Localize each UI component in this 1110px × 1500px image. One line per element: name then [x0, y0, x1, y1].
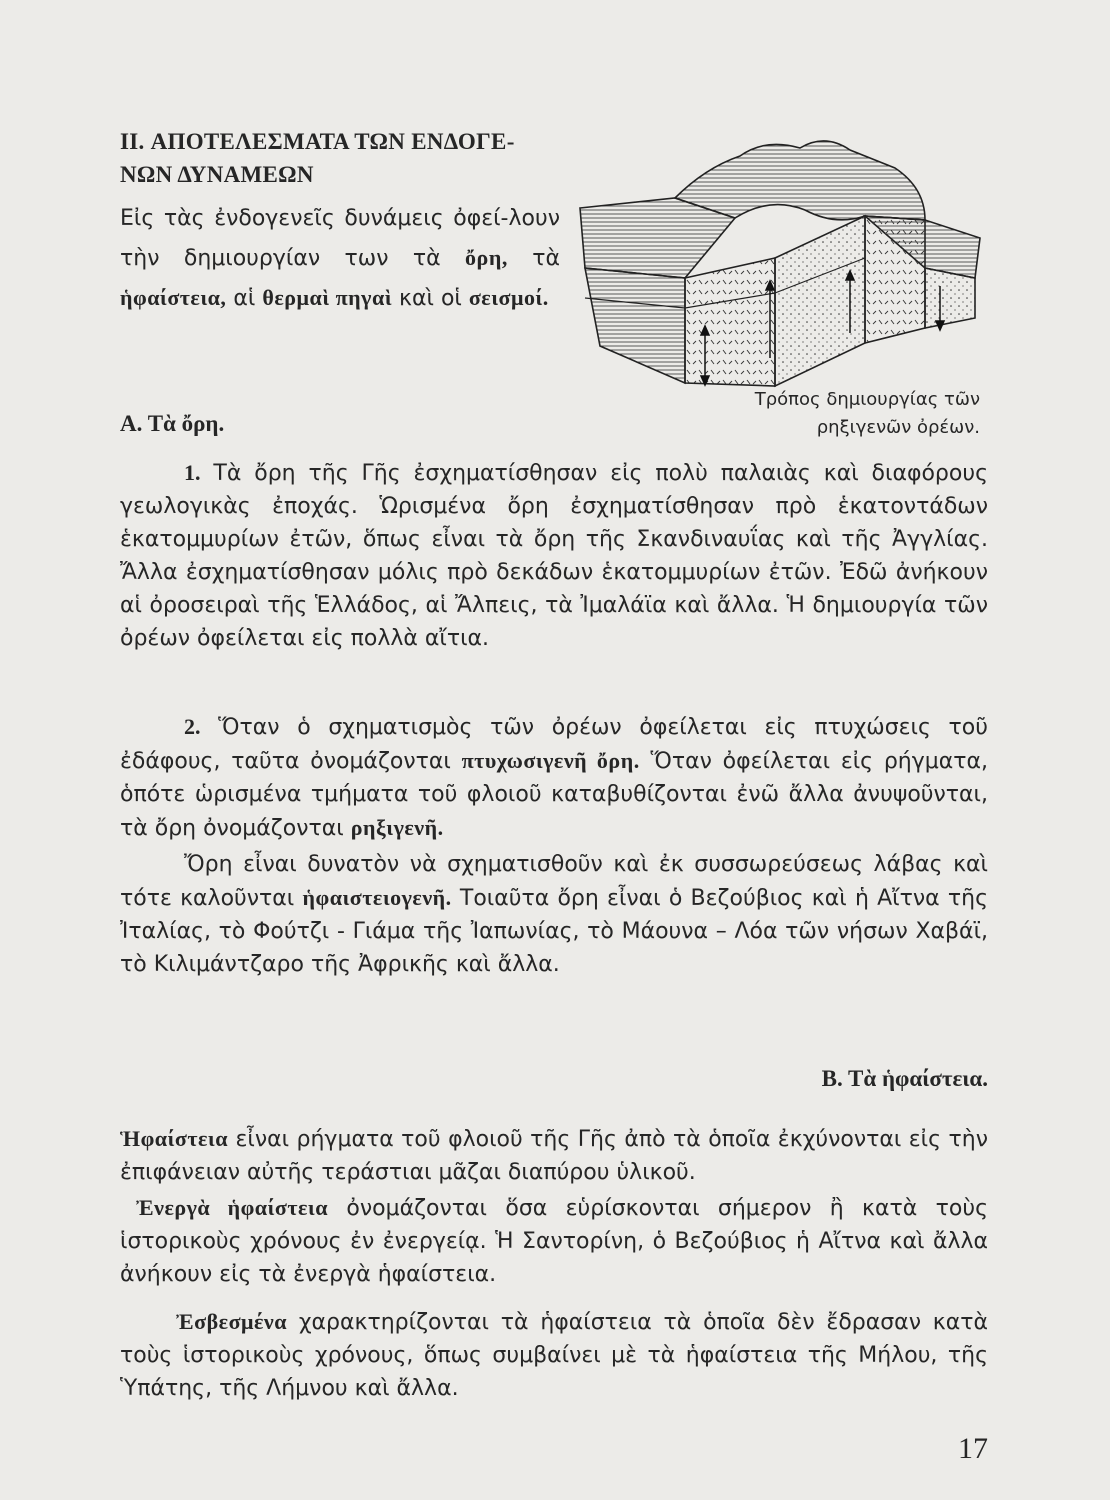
figure-caption: [700, 386, 980, 442]
intro-text-3: αἱ: [226, 286, 263, 311]
paragraph-3-text-2: Τοιαῦτα ὄρη εἶναι ὁ Βεζούβιος καὶ ἡ Αἴτνα τῆς Ἰταλίας, τὸ Φούτζι - Γιάμα τῆς Ἰαπωνίας, τὸ Μάουνα – Λόα τῶν νήσων Χαβάϊ, τὸ Κιλιμάντζαρο τῆς Ἀφρικῆς καὶ ἄλλα.: [120, 886, 988, 977]
term-ori: ὄρη,: [465, 245, 508, 270]
paragraph-2-text-2: Ὅταν ὀφείλεται εἰς ρήγματα, ὁπότε ὡρισμένα τμήματα τοῦ φλοιοῦ καταβυθίζονται ἐνῶ ἄλλα ἀνυψοῦνται, τὰ ὄρη ὀνομάζονται: [120, 749, 988, 841]
term-volcanoes: ἡφαίστεια,: [120, 285, 227, 310]
term-volcanoes-definition: Ἡφαίστεια: [120, 1126, 229, 1151]
term-fold-mountains: πτυχωσιγενῆ ὄρη.: [461, 748, 640, 773]
caption-line-2: ρηξιγενῶν ὀρέων.: [816, 417, 980, 438]
term-earthquakes: σεισμοί.: [468, 285, 549, 310]
section-title-line-1: II. ΑΠΟΤΕΛΕΣΜΑΤΑ ΤΩΝ ΕΝΔΟΓΕ-: [120, 129, 515, 154]
paragraph-1-text: Τὰ ὄρη τῆς Γῆς ἐσχηματίσθησαν εἰς πολὺ παλαιὰς καὶ διαφόρους γεωλογικὰς ἐποχάς. Ὡρισμένα ὄρη ἐσχηματίσθησαν πρὸ ἑκατοντάδων ἑκατομμυρίων ἐτῶν, ὅπως εἶναι τὰ ὄρη τῆς Σκανδιναυΐας καὶ τῆς Ἀγγλίας. Ἄλλα ἐσχηματίσθησαν μόλις πρὸ δεκάδων ἑκατομμυρίων ἐτῶν. Ἐδῶ ἀνήκουν αἱ ὀροσειραὶ τῆς Ἑλλάδος, αἱ Ἄλπεις, τὰ Ἰμαλάϊα καὶ ἄλλα. Ἡ δημιουργία τῶν ὀρέων ὀφείλεται εἰς πολλὰ αἴτια.: [120, 461, 988, 651]
paragraph-5-text: ὀνομάζονται ὅσα εὑρίσκονται σήμερον ἢ κατὰ τοὺς ἱστορικοὺς χρόνους ἐν ἐνεργείᾳ. Ἡ Σαντορίνη, ὁ Βεζούβιος ἡ Αἴτνα καὶ ἄλλα ἀνήκουν εἰς τὰ ἐνεργὰ ἡφαίστεια.: [120, 1196, 988, 1287]
paragraph-3-text-1: Ὄρη εἶναι δυνατὸν νὰ σχηματισθοῦν καὶ ἐκ συσσωρεύσεως λάβας καὶ τότε καλοῦνται: [120, 852, 988, 911]
term-active-volcanoes: Ἐνεργὰ ἡφαίστεια: [136, 1195, 329, 1220]
section-title: [120, 125, 560, 191]
subsection-a-title: Α. Τὰ ὄρη.: [120, 411, 225, 436]
page-number: 17: [958, 1432, 988, 1465]
intro-text-2: τὰ: [507, 246, 560, 271]
paragraph-number-1: 1.: [184, 460, 201, 485]
paragraph-number-2: 2.: [184, 714, 201, 739]
paragraph-4-text: εἶναι ρήγματα τοῦ φλοιοῦ τῆς Γῆς ἀπὸ τὰ ὁποῖα ἐκχύνονται εἰς τὴν ἐπιφάνειαν αὐτῆς τεράστιαι μᾶζαι διαπύρου ὑλικοῦ.: [120, 1127, 988, 1185]
caption-line-1: Τρόπος δημιουργίας τῶν: [754, 389, 980, 410]
intro-text-4: καὶ οἱ: [392, 286, 469, 311]
term-extinct-volcanoes: Ἐσβεσμένα: [176, 1309, 288, 1334]
subsection-b-title: Β. Τὰ ἡφαίστεια.: [821, 1066, 988, 1091]
term-volcanic-mountains: ἡφαιστειογενῆ.: [302, 885, 452, 910]
paragraph-5: [120, 1191, 988, 1291]
term-hot-springs: θερμαὶ πηγαὶ: [262, 285, 393, 310]
paragraph-4: [120, 1122, 988, 1189]
paragraph-2: [120, 710, 988, 845]
term-fault-mountains: ρηξιγενῆ.: [350, 815, 444, 840]
paragraph-2-text-1: Ὅταν ὁ σχηματισμὸς τῶν ὀρέων ὀφείλεται εἰς πτυχώσεις τοῦ ἐδάφους, ταῦτα ὀνομάζονται: [120, 715, 988, 774]
paragraph-1: [120, 456, 988, 655]
block-mountain-illustration: [565, 128, 990, 398]
intro-text-1: Εἰς τὰς ἐνδογενεῖς δυνάμεις ὀφεί-λουν τὴν δημιουργίαν των τὰ: [120, 206, 560, 271]
paragraph-3: [120, 848, 988, 981]
section-title-line-2: ΝΩΝ ΔΥΝΑΜΕΩΝ: [120, 162, 314, 187]
paragraph-6-text: χαρακτηρίζονται τὰ ἡφαίστεια τὰ ὁποῖα δὲν ἔδρασαν κατὰ τοὺς ἱστορικοὺς χρόνους, ὅπως συμβαίνει μὲ τὰ ἡφαίστεια τῆς Μήλου, τῆς Ὑπάτης, τῆς Λήμνου καὶ ἄλλα.: [120, 1310, 988, 1401]
intro-paragraph: [120, 199, 560, 318]
paragraph-6: [120, 1305, 988, 1405]
